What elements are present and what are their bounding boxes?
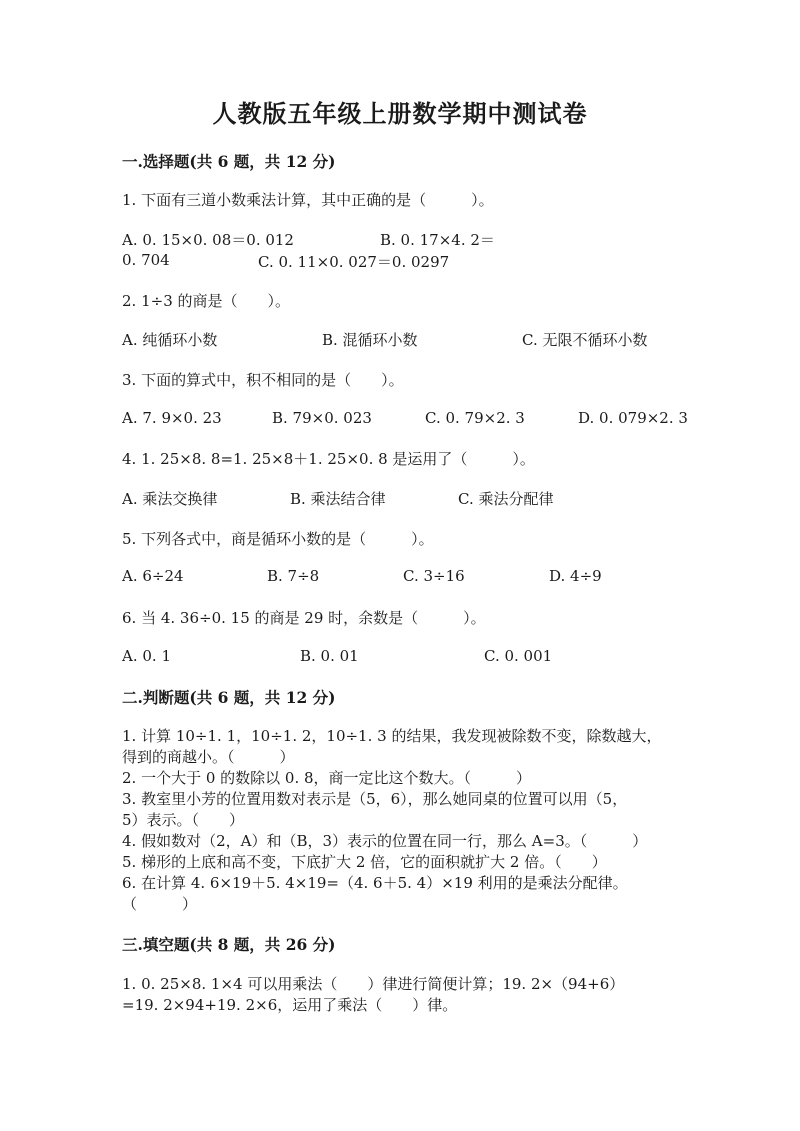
option-c: C. 0. 001 [484,647,553,665]
judge-line: 5. 梯形的上底和高不变，下底扩大 2 倍，它的面积就扩大 2 倍。（ ） [122,853,607,871]
option-c: C. 0. 79×2. 3 [425,409,525,427]
judge-line: 得到的商越小。（ ） [122,748,295,766]
question-stem: 6. 当 4. 36÷0. 15 的商是 29 时，余数是（ ）。 [122,609,486,627]
judge-line: 2. 一个大于 0 的数除以 0. 8，商一定比这个数大。（ ） [122,769,532,787]
option-a: A. 0. 1 [122,647,171,665]
option-a: A. 乘法交换律 [122,490,218,508]
page-title: 人教版五年级上册数学期中测试卷 [212,99,588,128]
judge-line: （ ） [122,895,198,913]
option-b: B. 79×0. 023 [272,409,372,427]
question-stem: 5. 下列各式中，商是循环小数的是（ ）。 [122,530,434,548]
option-b: B. 乘法结合律 [290,490,386,508]
option-c: C. 0. 11×0. 027＝0. 0297 [258,253,450,271]
option-b: B. 7÷8 [267,567,320,585]
question-stem: 1. 下面有三道小数乘法计算，其中正确的是（ ）。 [122,191,494,209]
fill-line: =19. 2×94+19. 2×6，运用了乘法（ ）律。 [122,996,458,1014]
option-d: D. 4÷9 [549,567,602,585]
option-b: B. 混循环小数 [322,331,418,349]
option-b-continued: 0. 704 [122,251,170,269]
option-a: A. 纯循环小数 [122,331,218,349]
section-heading-fill: 三.填空题(共 8 题，共 26 分) [122,935,336,954]
option-c: C. 无限不循环小数 [522,331,648,349]
section-heading-choice: 一.选择题(共 6 题，共 12 分) [122,152,336,171]
section-heading-judge: 二.判断题(共 6 题，共 12 分) [122,688,336,707]
fill-line: 1. 0. 25×8. 1×4 可以用乘法（ ）律进行简便计算；19. 2×（94+6） [122,975,625,993]
judge-line: 5）表示。（ ） [122,811,245,829]
option-a: A. 0. 15×0. 08＝0. 012 [122,231,294,249]
judge-line: 6. 在计算 4. 6×19＋5. 4×19=（4. 6＋5. 4）×19 利用的是乘法分配律。 [122,874,628,892]
option-b: B. 0. 01 [300,647,359,665]
question-stem: 3. 下面的算式中，积不相同的是（ ）。 [122,371,404,389]
option-c: C. 3÷16 [403,567,465,585]
option-d: D. 0. 079×2. 3 [578,409,688,427]
option-a: A. 6÷24 [122,567,184,585]
option-a: A. 7. 9×0. 23 [122,409,222,427]
option-b: B. 0. 17×4. 2＝ [380,231,495,249]
question-stem: 2. 1÷3 的商是（ ）。 [122,292,291,310]
judge-line: 4. 假如数对（2，A）和（B，3）表示的位置在同一行，那么 A=3。（ ） [122,832,648,850]
judge-line: 3. 教室里小芳的位置用数对表示是（5，6），那么她同桌的位置可以用（5， [122,790,628,808]
judge-line: 1. 计算 10÷1. 1，10÷1. 2，10÷1. 3 的结果，我发现被除数不变，除数越大， [122,727,662,745]
option-c: C. 乘法分配律 [458,490,554,508]
question-stem: 4. 1. 25×8. 8=1. 25×8＋1. 25×0. 8 是运用了（ ）。 [122,450,535,468]
